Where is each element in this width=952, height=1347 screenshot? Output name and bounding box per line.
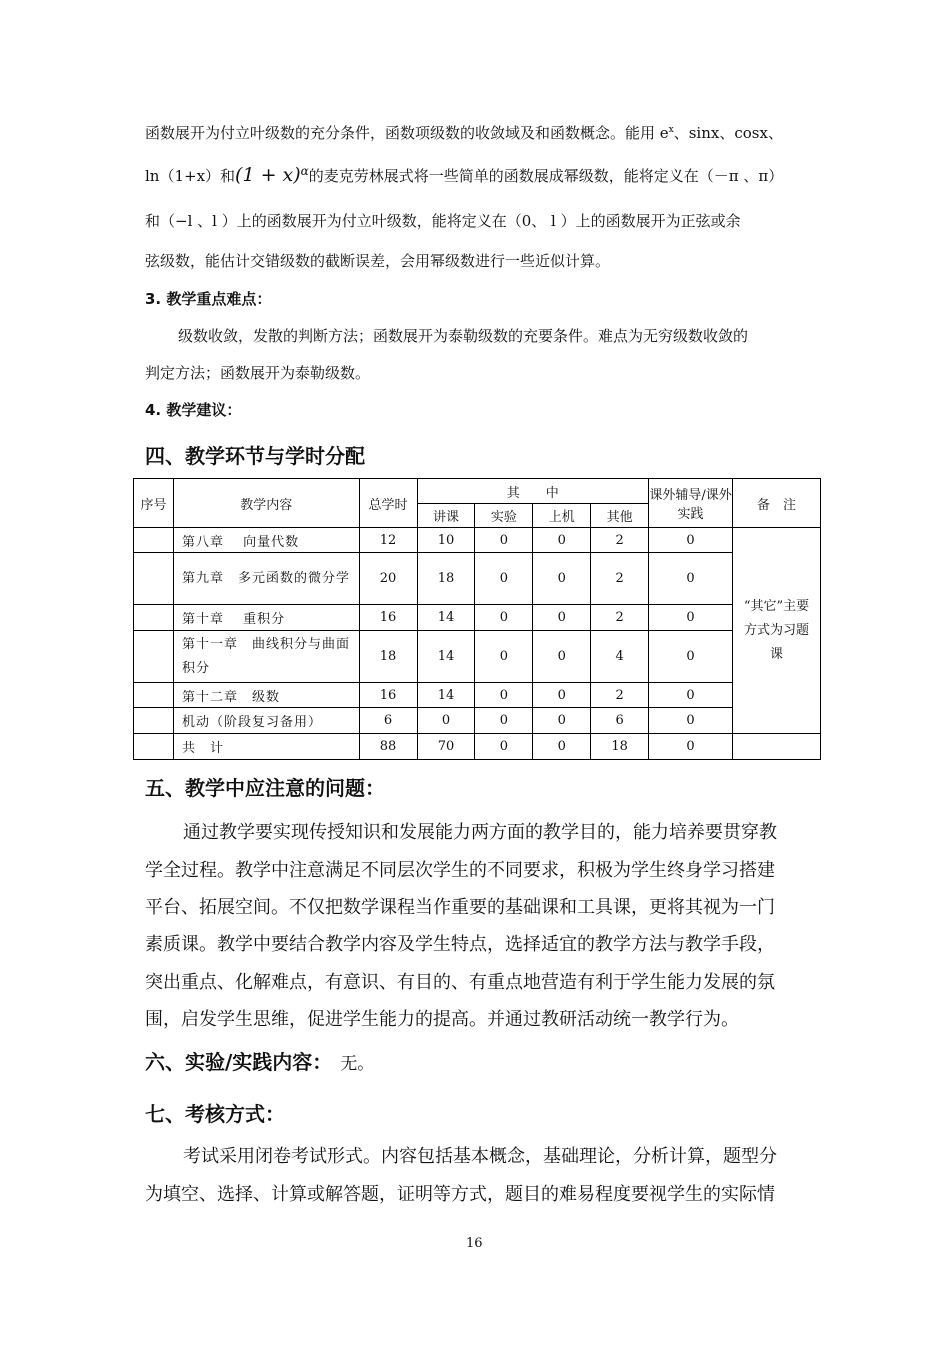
section5-line6: 围，启发学生思维，促进学生能力的提高。并通过教研活动统一教学行为。 bbox=[145, 1009, 739, 1030]
header-computer: 上机 bbox=[533, 504, 591, 528]
heading-four: 四、教学环节与学时分配 bbox=[145, 444, 365, 468]
table-row: 第九章 多元函数的微分学 20 18 0 0 2 0 bbox=[134, 553, 821, 605]
table-row: 第八章 向量代数 12 10 0 0 2 0 “其它”主要方式为习题课 bbox=[134, 528, 821, 553]
table-row: 第十一章 曲线积分与曲面积分 18 14 0 0 4 0 bbox=[134, 631, 821, 683]
header-other: 其他 bbox=[591, 504, 649, 528]
page-number: 16 bbox=[466, 1236, 483, 1251]
header-seq: 序号 bbox=[134, 479, 174, 528]
header-experiment: 实验 bbox=[475, 504, 533, 528]
heading-five: 五、教学中应注意的问题： bbox=[145, 776, 385, 800]
header-content: 教学内容 bbox=[173, 479, 359, 528]
table-row: 第十二章 级数 16 14 0 0 2 0 bbox=[134, 683, 821, 708]
para1-line1: 函数展开为付立叶级数的充分条件，函数项级数的收敛域及和函数概念。能用 $e^x$、sinx、cosx、 bbox=[145, 124, 783, 142]
header-lecture: 讲课 bbox=[417, 504, 475, 528]
header-extra: 课外辅导/课外实践 bbox=[649, 479, 733, 528]
section5-line1: 通过教学要实现传授知识和发展能力两方面的教学目的，能力培养要贯穿教 bbox=[183, 822, 777, 843]
section3-heading: 3. 教学重点难点： bbox=[145, 290, 272, 308]
table-row: 机动（阶段复习备用） 6 0 0 0 6 0 bbox=[134, 708, 821, 734]
section5-line4: 素质课。教学中要结合教学内容及学生特点，选择适宜的教学方法与教学手段， bbox=[145, 934, 775, 955]
heading-six: 六、实验/实践内容： 无。 bbox=[145, 1050, 375, 1074]
table-row: 第十章 重积分 16 14 0 0 2 0 bbox=[134, 605, 821, 631]
section4-heading: 4. 教学建议： bbox=[145, 401, 242, 419]
section7-line1: 考试采用闭卷考试形式。内容包括基本概念，基础理论，分析计算，题型分 bbox=[183, 1146, 777, 1167]
section3-line2: 判定方法；函数展开为泰勒级数。 bbox=[145, 364, 371, 382]
schedule-table bbox=[133, 478, 821, 760]
para1-line3: 和（−l 、l ）上的函数展开为付立叶级数，能将定义在（0、 l ）上的函数展开为正弦或余 bbox=[145, 212, 741, 230]
section5-line3: 平台、拓展空间。不仅把数学课程当作重要的基础课和工具课，更将其视为一门 bbox=[145, 897, 775, 918]
math-expression: (1 + x) bbox=[235, 164, 301, 186]
heading-seven: 七、考核方式： bbox=[145, 1102, 285, 1126]
header-remark: 备 注 bbox=[732, 479, 820, 528]
para1-line4: 弦级数，能估计交错级数的截断误差，会用幂级数进行一些近似计算。 bbox=[145, 252, 611, 270]
para1-line2: ln（1+x）和$(1 + x)^\alpha$的麦克劳林展式将一些简单的函数展成幂级数，能将定义在（－π 、π） bbox=[145, 164, 784, 186]
heading-six-value: 无。 bbox=[340, 1054, 375, 1074]
header-total: 总学时 bbox=[359, 479, 417, 528]
section5-line2: 学全过程。教学中注意满足不同层次学生的不同要求，积极为学生终身学习搭建 bbox=[145, 860, 775, 881]
section7-line2: 为填空、选择、计算或解答题，证明等方式，题目的难易程度要视学生的实际情 bbox=[145, 1184, 775, 1205]
table-total-row: 共 计 88 70 0 0 18 0 bbox=[134, 734, 821, 760]
header-among: 其 中 bbox=[417, 479, 649, 504]
section5-line5: 突出重点、化解难点，有意识、有目的、有重点地营造有利于学生能力发展的氛 bbox=[145, 972, 775, 993]
section3-line1: 级数收敛，发散的判断方法；函数展开为泰勒级数的充要条件。难点为无穷级数收敛的 bbox=[178, 327, 749, 345]
remark-cell: “其它”主要方式为习题课 bbox=[732, 528, 820, 734]
